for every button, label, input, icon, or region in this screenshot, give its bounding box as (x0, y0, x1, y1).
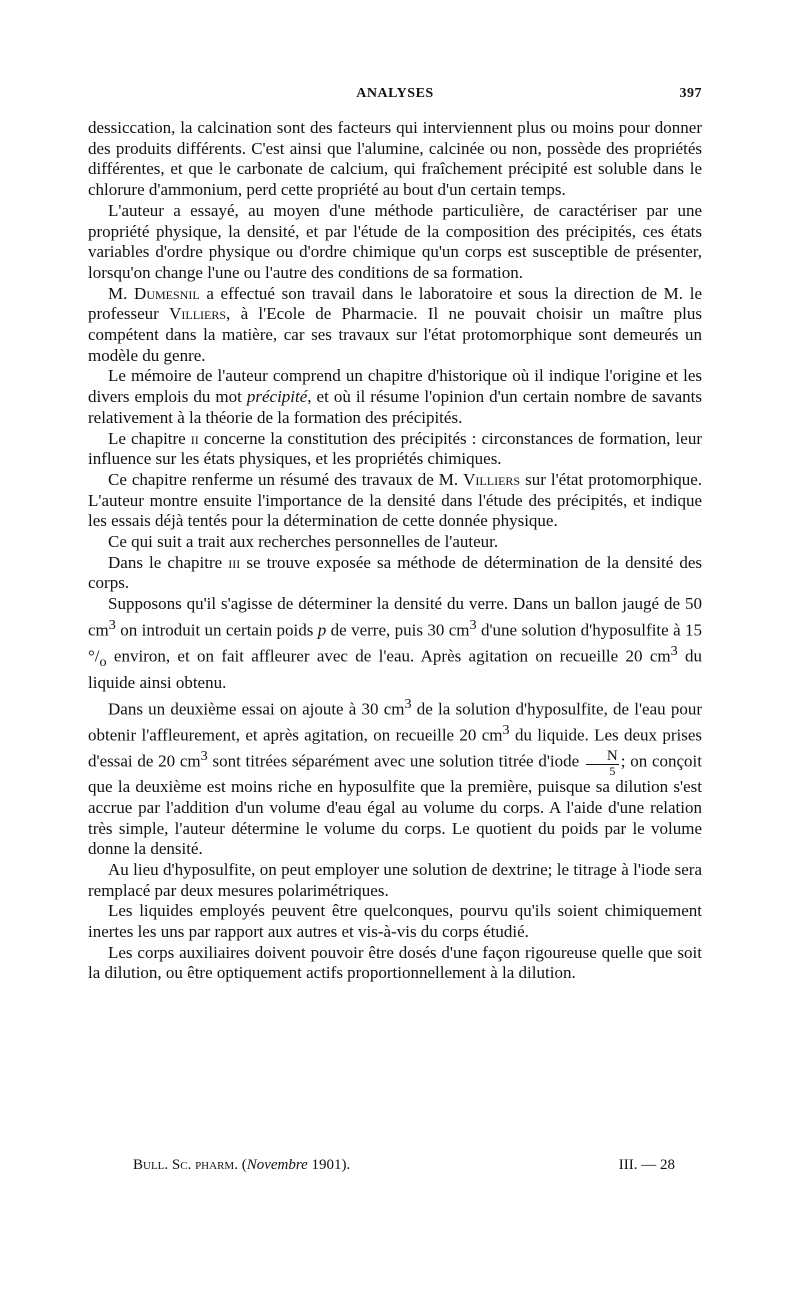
paragraph-12: Les liquides employés peuvent être quelconques, pourvu qu'ils soient chimiquement inertes les uns par rapport aux autres et vis-à-vis du corps étudié. (88, 901, 702, 942)
paragraph-13: Les corps auxiliaires doivent pouvoir être dosés d'une façon rigoureuse quelle que soit la dilution, ou être optiquement actifs proportionnellement à la dilution. (88, 942, 702, 983)
paragraph-10: Dans un deuxième essai on ajoute à 30 $cm^3$ de la solution d'hyposulfite, de l'eau pour obtenir l'affleurement, et après agitation, on recueille 20 $cm^3$ du liquide. Les deux prises d'essai de 20 $cm^3$ sont titrées séparément avec une solution titrée d'iode $\frac{N}{5}$ ; on conçoit que la deuxième est moins riche en hyposulfite que la première, puisque sa dilution s'est accrue par l'addition d'un volume d'eau égal au volume du corps. A l'aide d'une relation très simple, l'auteur détermine le volume du corps. Le quotient du poids par le volume donne la densité. (88, 695, 702, 859)
running-head (88, 86, 702, 106)
page-footer (133, 1157, 675, 1177)
paragraph-6: Ce chapitre renferme un résumé des travaux de M. Villiers sur l'état protomorphique. L'auteur montre ensuite l'importance de la densité dans l'étude des précipités, et indique les essais déjà tentés pour la détermination de cette donnée physique. (88, 469, 702, 531)
paragraph-1: dessiccation, la calcination sont des facteurs qui interviennent plus ou moins pour donner des produits différents. C'est ainsi que l'alumine, calcinée ou non, possède des propriétés différentes, et que le carbonate de calcium, qui fraîchement précipité est soluble dans le chlorure d'ammonium, perd cette propriété au bout d'un certain temps. (88, 118, 702, 200)
paragraph-3: M. Dumesnil a effectué son travail dans le laboratoire et sous la direction de M. le professeur Villiers, à l'Ecole de Pharmacie. Il ne pouvait choisir un maître plus compétent dans la matière, car ses travaux sur l'état protomorphique sont demeurés un modèle du genre. (88, 283, 702, 365)
journal-citation: Bull. Sc. pharm. (Novembre 1901). (133, 1157, 351, 1173)
volume-signature: III. — 28 (618, 1157, 675, 1173)
professor-name: Villiers (169, 304, 227, 324)
page-number: 397 (679, 86, 702, 101)
paragraph-2: L'auteur a essayé, au moyen d'une méthode particulière, de caractériser par une propriété physique, la densité, et par l'étude de la composition des précipités, ces états variables d'ordre physique ou d'ordre chimique qu'un corps est susceptible de présenter, lorsqu'on change l'une ou l'autre des conditions de sa formation. (88, 200, 702, 282)
author-name: Dumesnil (134, 283, 200, 303)
fraction-n-over-5: $\frac{N}{5}$ (586, 749, 619, 777)
article-body (88, 118, 702, 984)
running-head-title: ANALYSES (356, 86, 434, 101)
paragraph-4: Le mémoire de l'auteur comprend un chapitre d'historique où il indique l'origine et les divers emplois du mot précipité, et où il résume l'opinion d'un certain nombre de savants relativement à la théorie de la formation des précipités. (88, 366, 702, 427)
paragraph-5: Le chapitre ii concerne la constitution des précipités : circonstances de formation, leur influence sur les états physiques, et les propriétés chimiques. (88, 428, 702, 469)
paragraph-8: Dans le chapitre iii se trouve exposée sa méthode de détermination de la densité des corps. (88, 552, 702, 593)
paragraph-9: Supposons qu'il s'agisse de déterminer la densité du verre. Dans un ballon jaugé de 50 $cm^3$ on introduit un certain poids p de verre, puis 30 $cm^3$ d'une solution d'hyposulfite à 15 $^\circ/_o$ environ, et on fait affleurer avec de l'eau. Après agitation on recueille 20 $cm^3$ du liquide ainsi obtenu. (88, 594, 702, 692)
paragraph-11: Au lieu d'hyposulfite, on peut employer une solution de dextrine; le titrage à l'iode sera remplacé par deux mesures polarimétriques. (88, 859, 702, 900)
paragraph-7: Ce qui suit a trait aux recherches personnelles de l'auteur. (108, 532, 499, 552)
